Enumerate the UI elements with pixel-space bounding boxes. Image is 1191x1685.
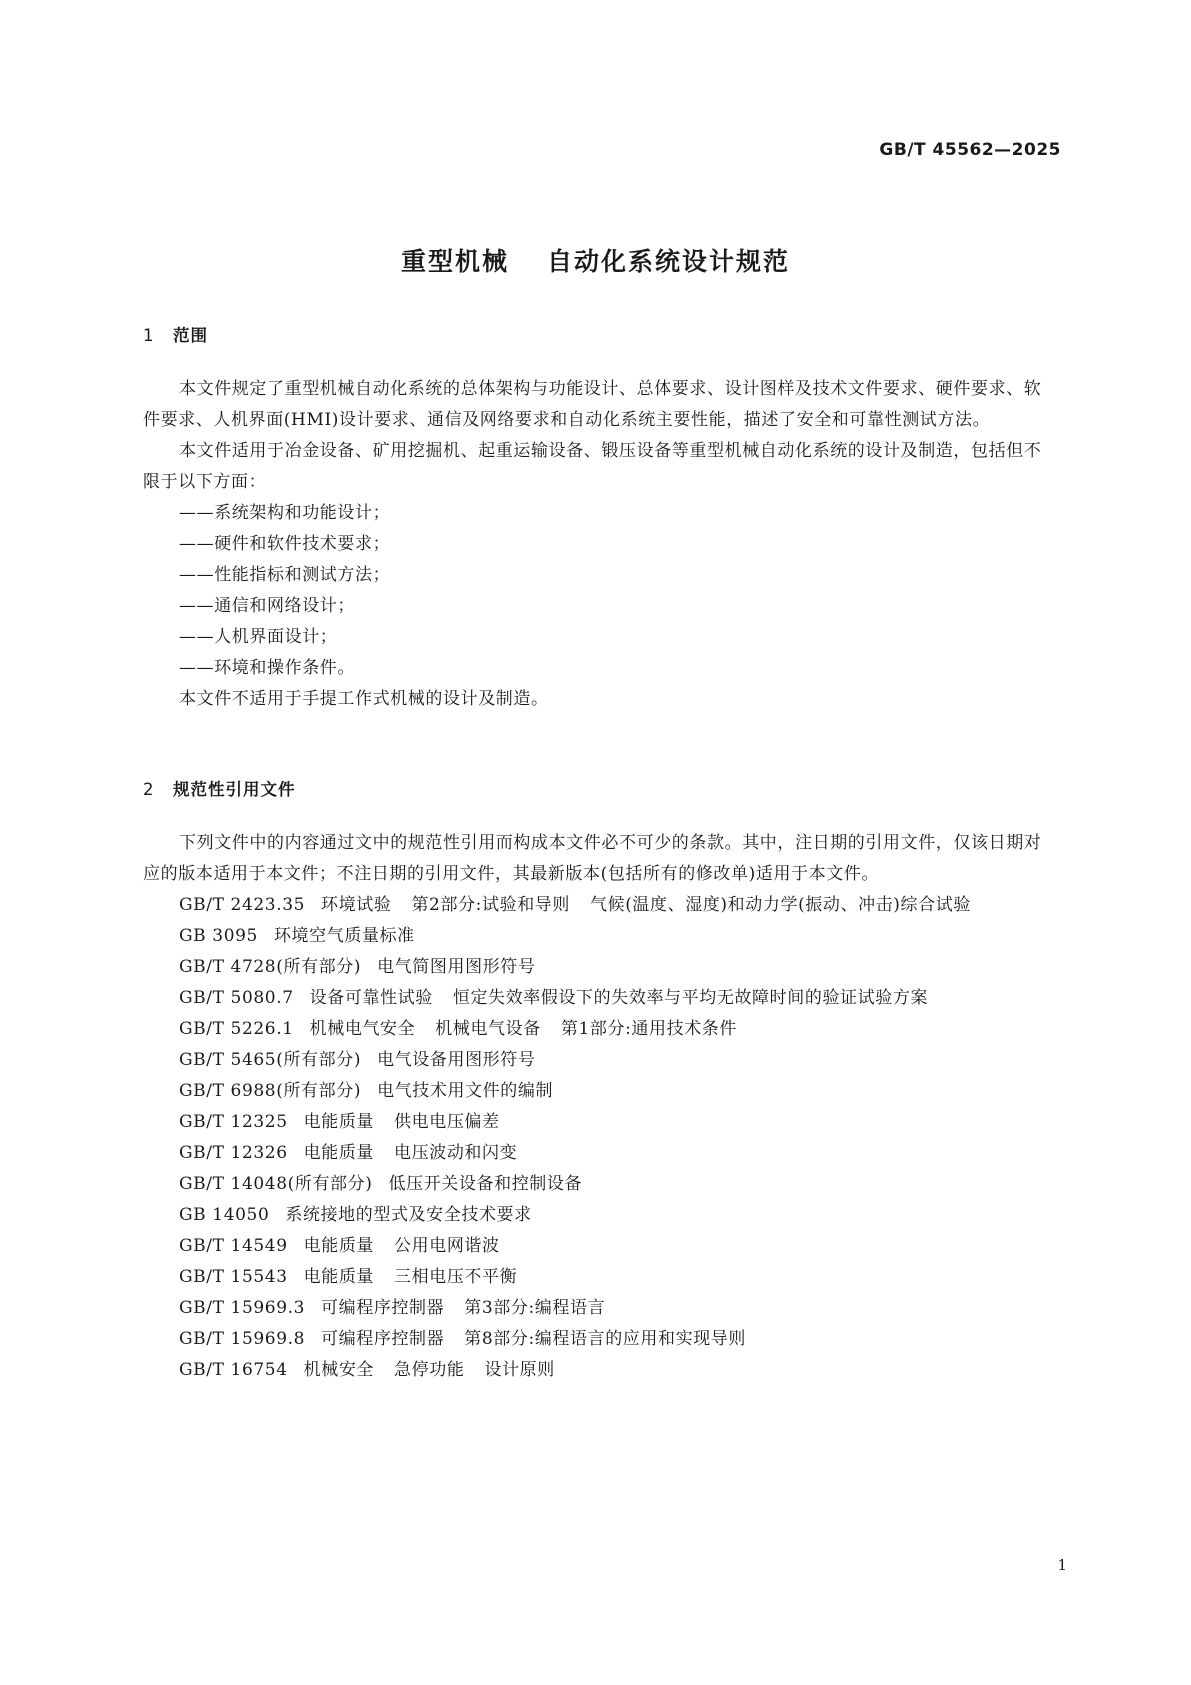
reference-code: GB/T 16754 — [179, 1360, 288, 1380]
section-1-body — [143, 374, 1048, 715]
reference-title — [304, 1360, 555, 1380]
reference-title — [304, 1112, 500, 1132]
reference-title-part: 机械电气设备 — [435, 1019, 541, 1039]
reference-code: GB/T 5226.1 — [179, 1019, 294, 1039]
reference-title-part: 机械安全 — [303, 1360, 375, 1380]
reference-title — [377, 1050, 535, 1070]
reference-title-part: 电压波动和闪变 — [394, 1143, 518, 1163]
reference-item — [143, 1107, 1048, 1138]
reference-code: GB/T 15969.8 — [179, 1329, 306, 1349]
section-2-number: 2 — [143, 780, 155, 799]
reference-item — [143, 1076, 1048, 1107]
reference-item — [143, 983, 1048, 1014]
reference-item — [143, 1231, 1048, 1262]
scope-paragraph: 本文件规定了重型机械自动化系统的总体架构与功能设计、总体要求、设计图样及技术文件要求、硬件要求、软件要求、人机界面(HMI)设计要求、通信及网络要求和自动化系统主要性能，描述了安全和可靠性测试方法。 — [143, 379, 1042, 430]
reference-code: GB 3095 — [179, 926, 258, 946]
reference-title-part: 电能质量 — [303, 1112, 375, 1132]
reference-item — [143, 1138, 1048, 1169]
reference-code: GB 14050 — [179, 1205, 270, 1225]
reference-title-part: 第1部分:通用技术条件 — [560, 1019, 738, 1039]
title-part-1: 重型机械 — [400, 247, 509, 276]
reference-code: GB/T 5080.7 — [179, 988, 294, 1008]
reference-title-part: 低压开关设备和控制设备 — [388, 1174, 583, 1194]
section-2-title: 规范性引用文件 — [173, 780, 296, 799]
reference-title — [389, 1174, 583, 1194]
reference-title-part: 设计原则 — [484, 1360, 555, 1380]
reference-title-part: 急停功能 — [394, 1360, 465, 1380]
reference-title-part: 第3部分:编程语言 — [464, 1298, 606, 1318]
reference-title — [304, 1267, 518, 1287]
list-item: ——通信和网络设计； — [179, 596, 355, 616]
reference-item — [143, 921, 1048, 952]
standard-code: GB/T 45562—2025 — [879, 140, 1061, 160]
reference-code: GB/T 15969.3 — [179, 1298, 306, 1318]
reference-title — [377, 957, 535, 977]
section-1-heading — [143, 322, 208, 346]
reference-code: GB/T 5465(所有部分) — [179, 1050, 362, 1070]
reference-title-part: 气候(温度、湿度)和动力学(振动、冲击)综合试验 — [590, 895, 971, 915]
reference-title-part: 公用电网谐波 — [394, 1236, 500, 1256]
list-item: ——系统架构和功能设计； — [179, 503, 391, 523]
reference-title — [321, 1298, 605, 1318]
references-intro: 下列文件中的内容通过文中的规范性引用而构成本文件必不可少的条款。其中，注日期的引用文件，仅该日期对应的版本适用于本文件；不注日期的引用文件，其最新版本(包括所有的修改单)适用于本文件。 — [143, 833, 1042, 884]
list-item: ——硬件和软件技术要求； — [179, 534, 391, 554]
list-item: ——人机界面设计； — [179, 627, 338, 647]
reference-title-part: 恒定失效率假设下的失效率与平均无故障时间的验证试验方案 — [452, 988, 929, 1008]
reference-code: GB/T 12325 — [179, 1112, 288, 1132]
reference-title-part: 电气技术用文件的编制 — [377, 1081, 554, 1101]
reference-title-part: 第8部分:编程语言的应用和实现导则 — [464, 1329, 746, 1349]
reference-title-part: 可编程序控制器 — [321, 1298, 445, 1318]
reference-code: GB/T 6988(所有部分) — [179, 1081, 362, 1101]
section-2-heading — [143, 776, 296, 800]
reference-title-part: 环境空气质量标准 — [273, 926, 415, 946]
reference-title-part: 三相电压不平衡 — [394, 1267, 518, 1287]
reference-title — [321, 895, 971, 915]
reference-title-part: 设备可靠性试验 — [309, 988, 433, 1008]
reference-title — [377, 1081, 553, 1101]
page-number: 1 — [1057, 1556, 1067, 1574]
reference-item — [143, 952, 1048, 983]
reference-list — [143, 890, 1048, 1386]
reference-code: GB/T 2423.35 — [179, 895, 306, 915]
reference-code: GB/T 15543 — [179, 1267, 288, 1287]
reference-title-part: 电气简图用图形符号 — [377, 957, 536, 977]
reference-title-part: 环境试验 — [321, 895, 392, 915]
reference-title-part: 电能质量 — [303, 1143, 375, 1163]
reference-code: GB/T 12326 — [179, 1143, 288, 1163]
reference-title — [310, 988, 928, 1008]
reference-title — [274, 926, 415, 946]
title-part-2: 自动化系统设计规范 — [547, 247, 791, 276]
reference-item — [143, 1262, 1048, 1293]
reference-title-part: 电能质量 — [303, 1236, 375, 1256]
reference-title-part: 第2部分:试验和导则 — [411, 895, 570, 915]
reference-title-part: 机械电气安全 — [309, 1019, 416, 1039]
reference-title-part: 供电电压偏差 — [394, 1112, 500, 1132]
reference-title — [321, 1329, 746, 1349]
reference-code: GB/T 14048(所有部分) — [179, 1174, 373, 1194]
section-1-title: 范围 — [173, 326, 208, 345]
document-title — [0, 242, 1191, 278]
reference-title — [304, 1143, 518, 1163]
reference-code: GB/T 4728(所有部分) — [179, 957, 362, 977]
reference-title — [285, 1205, 531, 1225]
reference-title — [310, 1019, 737, 1039]
scope-paragraph: 本文件适用于冶金设备、矿用挖掘机、起重运输设备、锻压设备等重型机械自动化系统的设计及制造，包括但不限于以下方面： — [143, 441, 1042, 492]
scope-exclusion: 本文件不适用于手提工作式机械的设计及制造。 — [179, 689, 549, 709]
reference-title-part: 电能质量 — [303, 1267, 375, 1287]
reference-title-part: 电气设备用图形符号 — [377, 1050, 536, 1070]
reference-title — [304, 1236, 500, 1256]
reference-item — [143, 1169, 1048, 1200]
reference-item — [143, 1293, 1048, 1324]
reference-item — [143, 1200, 1048, 1231]
section-1-number: 1 — [143, 326, 155, 345]
list-item: ——环境和操作条件。 — [179, 658, 355, 678]
reference-title-part: 可编程序控制器 — [321, 1329, 445, 1349]
reference-item — [143, 1045, 1048, 1076]
reference-code: GB/T 14549 — [179, 1236, 288, 1256]
reference-item — [143, 1324, 1048, 1355]
reference-item — [143, 1355, 1048, 1386]
section-2-body — [143, 828, 1048, 1386]
reference-item — [143, 1014, 1048, 1045]
reference-title-part: 系统接地的型式及安全技术要求 — [285, 1205, 532, 1225]
reference-item — [143, 890, 1048, 921]
list-item: ——性能指标和测试方法； — [179, 565, 391, 585]
